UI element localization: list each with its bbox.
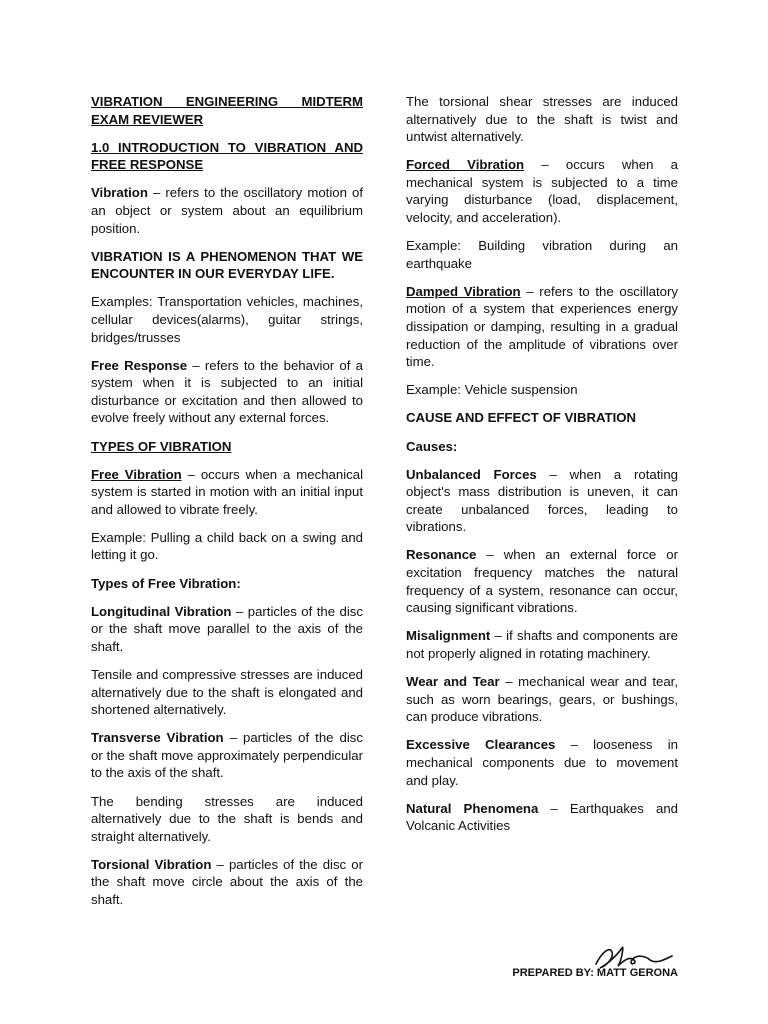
bold-heading: Types of Free Vibration: <box>91 575 241 591</box>
definition-paragraph <box>406 156 678 226</box>
term: Misalignment <box>406 628 491 644</box>
left-column <box>91 93 363 919</box>
bold-heading: VIBRATION IS A PHENOMENON THAT WE ENCOUNTER IN OUR EVERYDAY LIFE. <box>91 248 363 282</box>
bold-heading: CAUSE AND EFFECT OF VIBRATION <box>406 410 637 426</box>
definition: – mechanical wear and tear, such as worn bearings, gears, or bushings, can produce vibrations. <box>406 674 678 725</box>
definition-paragraph <box>91 184 363 237</box>
prepared-by: PREPARED BY: MATT GERONA <box>512 967 678 979</box>
section-heading: 1.0 INTRODUCTION TO VIBRATION AND FREE RESPONSE <box>91 139 363 173</box>
definition: – particles of the disc or the shaft move circle about the axis of the shaft. <box>91 856 363 907</box>
term: Vibration <box>91 185 148 201</box>
paragraph: Example: Vehicle suspension <box>406 382 578 398</box>
definition: – occurs when a mechanical system is subjected to a time varying disturbance (load, displacement, velocity, and acceleration). <box>406 157 678 226</box>
term: Wear and Tear <box>406 674 500 690</box>
section-heading: VIBRATION ENGINEERING MIDTERM EXAM REVIEWER <box>91 94 363 127</box>
definition: – refers to the oscillatory motion of an object or system about an equilibrium position. <box>91 185 363 236</box>
definition-paragraph <box>406 736 678 789</box>
term: Natural Phenomena <box>406 800 539 816</box>
definition-paragraph <box>406 673 678 726</box>
definition: – refers to the behavior of a system when it is subjected to an initial disturbance or excitation and then allowed to evolve freely without any external forces. <box>91 357 363 426</box>
term: Resonance <box>406 547 477 563</box>
definition: – particles of the disc or the shaft move parallel to the axis of the shaft. <box>91 603 363 654</box>
paragraph: The bending stresses are induced alternatively due to the shaft is bends and straight alternatively. <box>91 793 363 844</box>
paragraph: Example: Building vibration during an earthquake <box>406 238 678 271</box>
definition: – refers to the oscillatory motion of a system that experiences energy dissipation or damping, resulting in a gradual reduction of the amplitude of vibrations over time. <box>406 283 678 370</box>
paragraph: The torsional shear stresses are induced alternatively due to the shaft is twist and untwist alternatively. <box>406 94 678 145</box>
definition: – Earthquakes and Volcanic Activities <box>406 800 678 834</box>
definition: – particles of the disc or the shaft move approximately perpendicular to the axis of the shaft. <box>91 730 363 781</box>
definition-paragraph <box>91 856 363 909</box>
term: Free Vibration <box>91 466 182 482</box>
term: Torsional Vibration <box>91 856 212 872</box>
term: Free Response <box>91 357 188 373</box>
term: Damped Vibration <box>406 283 521 299</box>
right-column <box>406 93 678 845</box>
definition-paragraph <box>406 546 678 616</box>
definition: – when an external force or excitation frequency matches the natural frequency of a system, resonance can occur, causing significant vibrations. <box>406 547 678 616</box>
paragraph: Examples: Transportation vehicles, machines, cellular devices(alarms), guitar strings, bridges/trusses <box>91 294 363 345</box>
definition-paragraph <box>91 357 363 427</box>
definition-paragraph <box>406 283 678 371</box>
term: Transverse Vibration <box>91 730 224 746</box>
definition: – looseness in mechanical components due to movement and play. <box>406 737 678 788</box>
definition: – occurs when a mechanical system is started in motion with an initial input and allowed to vibrate freely. <box>91 466 363 517</box>
definition: – if shafts and components are not properly aligned in rotating machinery. <box>406 628 678 661</box>
term: Forced Vibration <box>406 157 525 173</box>
definition-paragraph <box>406 800 678 835</box>
definition-paragraph <box>406 627 678 662</box>
term: Unbalanced Forces <box>406 466 537 482</box>
definition-paragraph <box>91 603 363 656</box>
definition-paragraph <box>406 466 678 536</box>
paragraph: Example: Pulling a child back on a swing and letting it go. <box>91 529 363 563</box>
definition-paragraph <box>91 466 363 519</box>
term: Longitudinal Vibration <box>91 603 232 619</box>
section-heading: TYPES OF VIBRATION <box>91 438 232 454</box>
definition: – when a rotating object's mass distribution is uneven, it can create unbalanced forces, leading to vibrations. <box>406 466 679 535</box>
term: Excessive Clearances <box>406 737 556 753</box>
paragraph: Tensile and compressive stresses are induced alternatively due to the shaft is elongated and shortened alternatively. <box>91 666 363 718</box>
definition-paragraph <box>91 729 363 782</box>
bold-heading: Causes: <box>406 438 458 454</box>
